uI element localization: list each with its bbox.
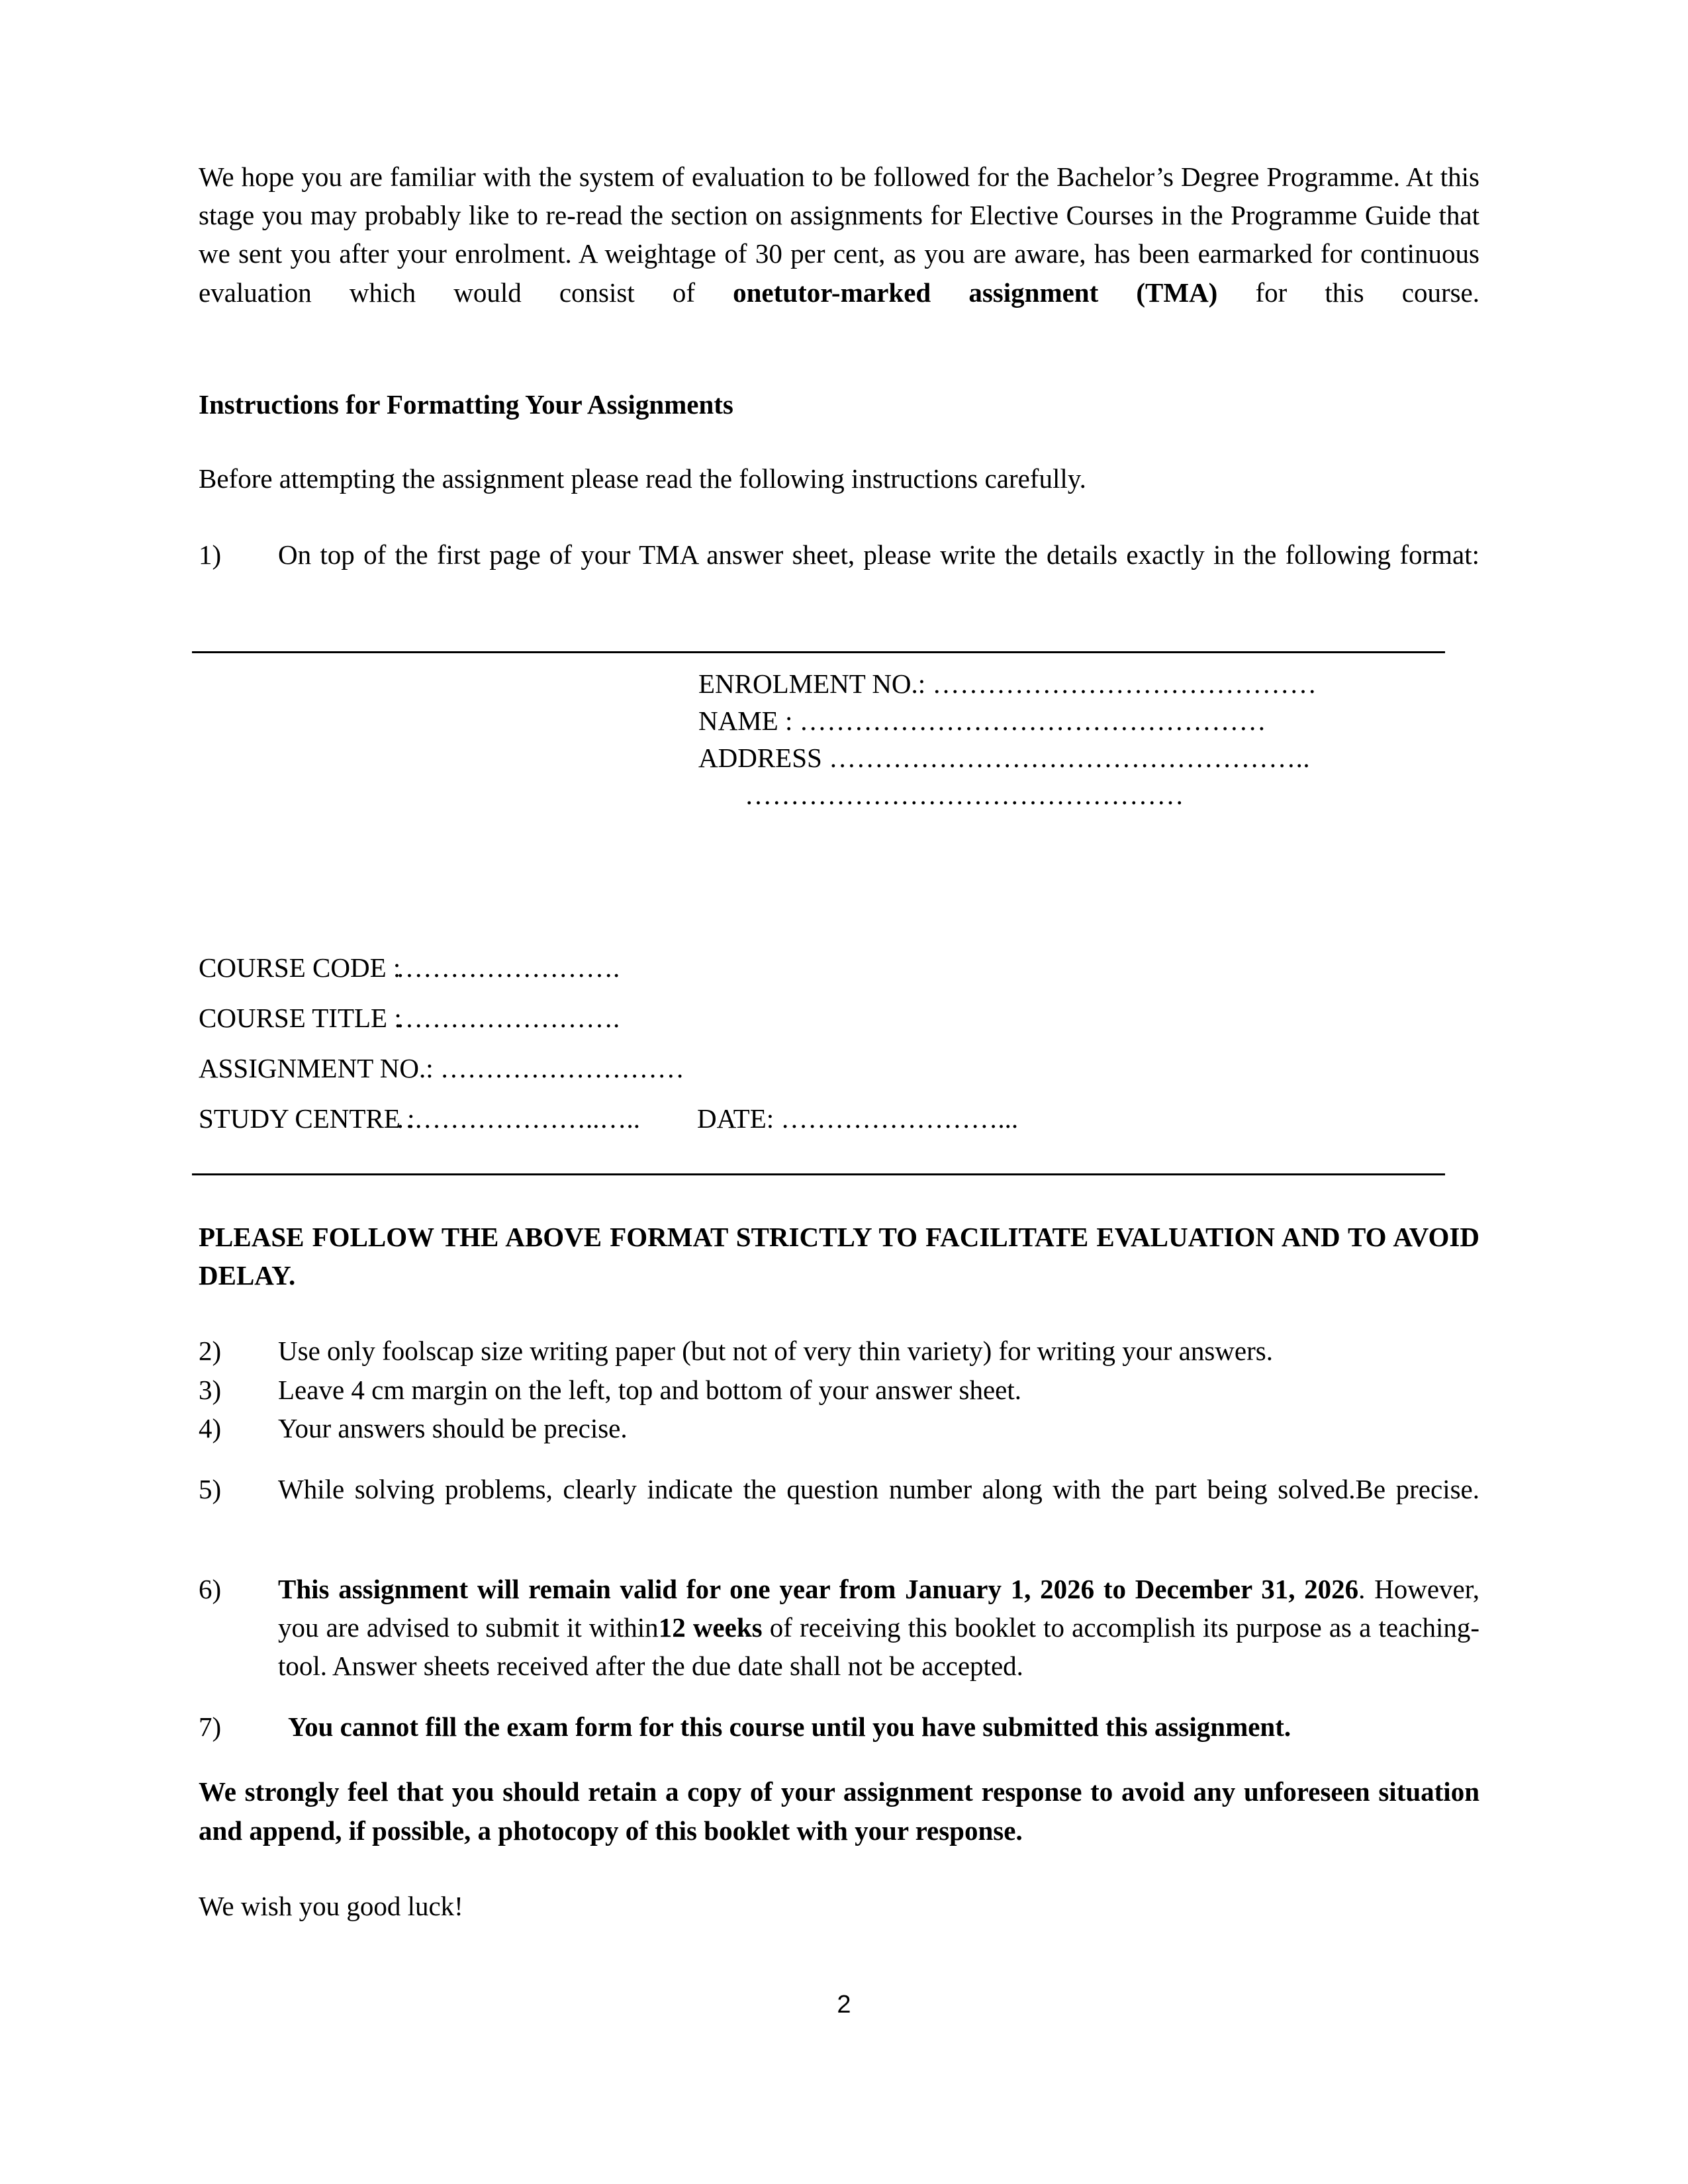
list-item-3 xyxy=(199,1371,1479,1409)
course-code-label: COURSE CODE : xyxy=(199,952,401,983)
form-rule-bottom xyxy=(192,1173,1445,1175)
list-text-2: Use only foolscap size writing paper (but not of very thin variety) for writing your answers. xyxy=(278,1336,1273,1367)
study-centre-label: STUDY CENTRE : xyxy=(199,1103,415,1134)
list-text-7: You cannot fill the exam form for this course until you have submitted this assignment. xyxy=(288,1711,1291,1743)
date-dotted-field[interactable]: ……………………... xyxy=(780,1103,1019,1134)
spacer xyxy=(199,1547,1479,1570)
list-text-4: Your answers should be precise. xyxy=(278,1412,628,1443)
form-row-assignment-no xyxy=(199,1043,1479,1093)
list-text-5: While solving problems, clearly indicate the question number along with the part being solved.Be precise. xyxy=(278,1474,1479,1505)
list-item-1 xyxy=(199,535,1479,612)
address-dotted-field[interactable]: …………………………………………….. xyxy=(829,743,1311,773)
list-marker-4: 4) xyxy=(199,1412,222,1443)
intro-text-part1: We hope you are familiar with the system of evaluation to be followed for the Bachelor’s Degree Programme. At this stage you may probably like to re-read the section on assignments for Elective Courses in the Programme Guide that we sent you after your enrolment. A weightage of 30 per cent, as you are aware, has been earmarked for continuous evaluation which would consist of xyxy=(199,161,1479,308)
address-dotted-field-line2[interactable]: ………………………………………… xyxy=(745,780,1184,810)
list-item-5 xyxy=(199,1470,1479,1547)
list-item-4 xyxy=(199,1409,1479,1447)
form-row-address xyxy=(698,739,1479,776)
course-title-dotted-field[interactable]: ……………………. xyxy=(396,1003,620,1033)
intro-paragraph xyxy=(199,158,1479,350)
spacer xyxy=(199,498,1479,535)
spacer xyxy=(199,422,1479,459)
assignment-no-dotted-field[interactable]: ……………………… xyxy=(440,1053,684,1083)
list-item-6 xyxy=(199,1570,1479,1686)
list-item-7 xyxy=(199,1707,1479,1746)
spacer xyxy=(199,1447,1479,1470)
spacer xyxy=(199,350,1479,387)
page-number: 2 xyxy=(837,1991,851,2019)
date-label: DATE: xyxy=(697,1103,774,1134)
assignment-header-form xyxy=(199,665,1479,1134)
list-marker-3: 3) xyxy=(199,1374,222,1405)
intro-text-part2: for this course. xyxy=(1217,277,1480,308)
list-marker-6: 6) xyxy=(199,1573,222,1604)
form-upper-section xyxy=(199,665,1479,813)
list-text-3: Leave 4 cm margin on the left, top and bottom of your answer sheet. xyxy=(278,1374,1022,1405)
intro-bold-tma: onetutor-marked assignment (TMA) xyxy=(733,277,1218,308)
before-attempting-line: Before attempting the assignment please read the following instructions carefully. xyxy=(199,463,1086,494)
form-row-address-line2 xyxy=(698,776,1479,813)
list-marker-7: 7) xyxy=(199,1711,222,1743)
document-content xyxy=(199,158,1479,612)
form-row-study-centre-date xyxy=(199,1093,1479,1144)
form-row-course-code xyxy=(199,942,1479,993)
spacer xyxy=(199,1295,1479,1332)
list-text-1: On top of the first page of your TMA answer sheet, please write the details exactly in the following format: xyxy=(278,539,1479,570)
list-marker-1: 1) xyxy=(199,539,222,570)
course-code-dotted-field[interactable]: ……………………. xyxy=(396,952,620,983)
form-lower-section xyxy=(199,942,1479,1144)
form-row-enrolment-no xyxy=(698,665,1479,702)
form-row-course-title xyxy=(199,993,1479,1043)
address-label: ADDRESS xyxy=(698,743,822,773)
list-text-6 xyxy=(278,1570,1479,1686)
spacer xyxy=(199,1850,1479,1887)
retain-copy-paragraph: We strongly feel that you should retain a copy of your assignment response to avoid any unforeseen situation and append, if possible, a photocopy of this booklet with your response. xyxy=(199,1776,1479,1846)
spacer xyxy=(199,1746,1479,1772)
item6-text-2: of receiving this booklet to accomplish its purpose as a teaching-tool. Answer sheets received after the due date shall not be accepted. xyxy=(278,1612,1480,1681)
document-content-lower xyxy=(199,1218,1479,1925)
section-heading-instructions: Instructions for Formatting Your Assignments xyxy=(199,389,733,420)
study-centre-dotted-field[interactable]: …………………..….. xyxy=(396,1103,640,1134)
good-luck-paragraph: We wish you good luck! xyxy=(199,1890,463,1921)
item6-bold-validity: This assignment will remain valid for one year from January 1, 2026 to December 31, 2026 xyxy=(278,1573,1359,1604)
list-marker-5: 5) xyxy=(199,1474,222,1505)
enrolment-no-dotted-field[interactable]: …………………………………… xyxy=(932,668,1317,699)
item6-text-1: . However, you are advised to submit it within xyxy=(278,1573,1480,1643)
item6-bold-weeks: 12 weeks xyxy=(658,1612,763,1643)
format-warning-paragraph: PLEASE FOLLOW THE ABOVE FORMAT STRICTLY TO FACILITATE EVALUATION AND TO AVOID DELAY. xyxy=(199,1222,1479,1291)
spacer xyxy=(199,1685,1479,1707)
form-row-name xyxy=(698,702,1479,739)
name-label: NAME : xyxy=(698,705,793,736)
list-item-2 xyxy=(199,1332,1479,1370)
name-dotted-field[interactable]: …………………………………………… xyxy=(799,705,1267,736)
enrolment-no-label: ENROLMENT NO.: xyxy=(698,668,926,699)
form-rule-top xyxy=(192,651,1445,653)
assignment-no-label: ASSIGNMENT NO.: xyxy=(199,1053,434,1083)
course-title-label: COURSE TITLE : xyxy=(199,1003,402,1033)
list-marker-2: 2) xyxy=(199,1336,222,1367)
